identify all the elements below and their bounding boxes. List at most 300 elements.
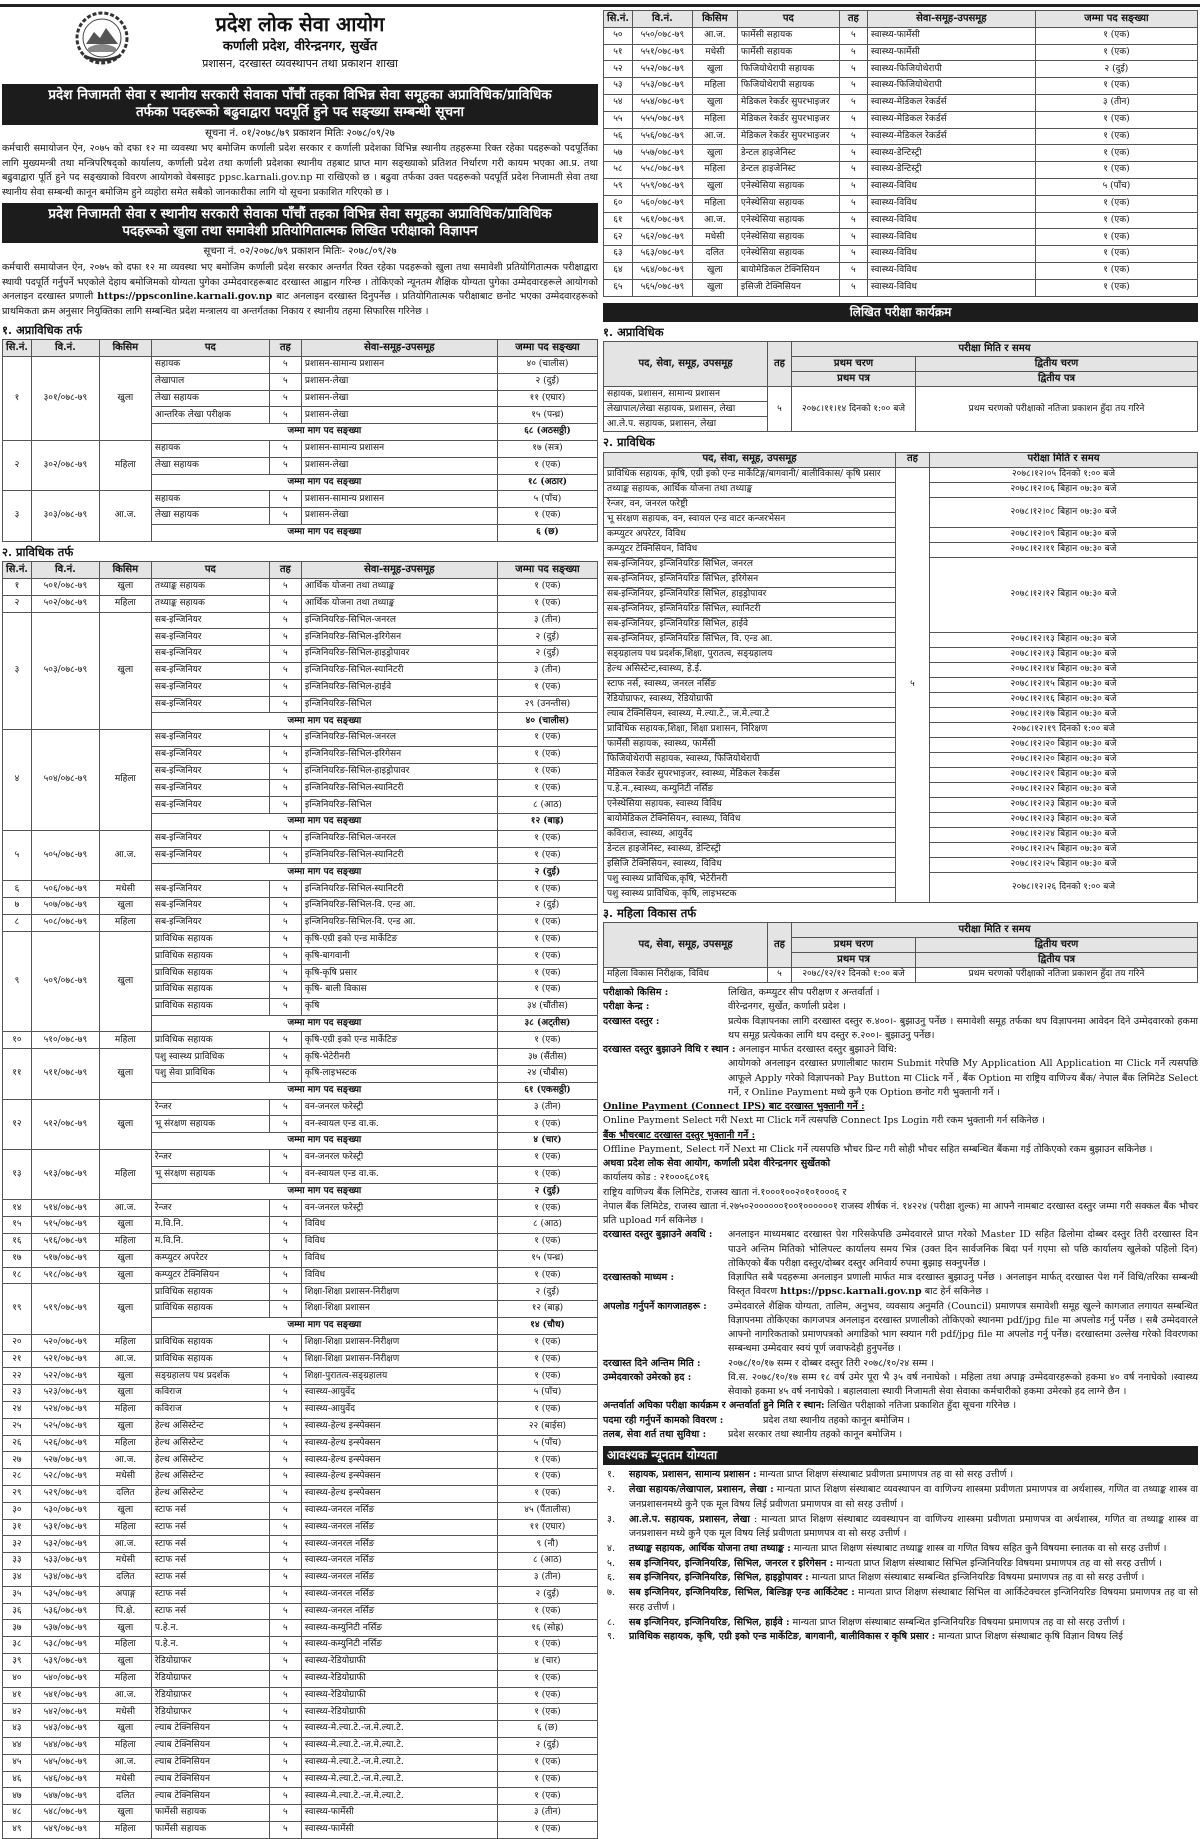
level: ५ — [269, 491, 301, 508]
table-row — [3, 1687, 598, 1704]
schedule-women-title: ३. महिला विकास तर्फ — [603, 905, 697, 920]
table-row — [3, 881, 598, 898]
qualification-number: ७. — [607, 1587, 615, 1599]
total-count: ३८ (अट्तीस) — [497, 1015, 597, 1032]
post-count: १ (एक) — [497, 931, 597, 948]
advertisement-number: ५२६/०७८-७९ — [31, 1435, 99, 1452]
duty-value: प्रदेश तथा स्थानीय तहको कानून बमोजिम । — [763, 1414, 911, 1426]
exam-center-value: वीरेन्द्रनगर, सुर्खेत, कर्णाली प्रदेश । — [728, 1001, 846, 1013]
qualification-post: लेखा सहायक/लेखापाल, प्रशासन, लेखा : — [629, 1484, 774, 1496]
serial-number: २ — [3, 440, 32, 490]
serial-number: ३३ — [3, 1553, 32, 1570]
col-level: तह — [896, 452, 930, 467]
advertisement-number: ५११/०७८-७९ — [31, 1049, 99, 1099]
qualification-item — [603, 1557, 1198, 1572]
service-group: कृषि-कृषि प्रसार — [301, 965, 497, 982]
serial-number: ४२ — [3, 1704, 32, 1721]
service-group: शिक्षा-शिक्षा प्रशासन — [301, 1301, 497, 1318]
service-group: इन्जिनियरिङ-सिभिल-स्यानिटरी — [301, 662, 497, 679]
schedule-post: स्टाफ नर्स, स्वास्थ्य, जनरल नर्सिङ — [604, 677, 896, 692]
table-row — [3, 578, 598, 595]
level: ५ — [839, 44, 867, 61]
advertisement-number: ५६३/०७८-७९ — [632, 246, 692, 263]
post-count: १ (एक) — [1035, 111, 1197, 128]
schedule-date: २०७८।१२।१७ बिहान ०७:३० बजे — [930, 707, 1198, 722]
serial-number: ४ — [3, 730, 32, 831]
post-name: स्टाफ नर्स — [151, 1603, 269, 1620]
level: ५ — [839, 94, 867, 111]
schedule-date: २०७८।१२।२३ बिहान ०७:३० बजे — [930, 797, 1198, 812]
post-name: स्टाफ नर्स — [151, 1553, 269, 1570]
total-label: जम्मा माग पद सङ्ख्या — [151, 1183, 497, 1200]
total-count: ६१ (एकसठ्ठी) — [497, 1082, 597, 1099]
advertisement-number: ५५१/०७८-७९ — [632, 44, 692, 61]
level: ५ — [269, 629, 301, 646]
schedule-date: २०७८।१२।२२ बिहान ०७:३० बजे — [930, 782, 1198, 797]
level: ५ — [269, 965, 301, 982]
level: ५ — [269, 1603, 301, 1620]
level: ५ — [269, 931, 301, 948]
advertisement-number: ५१६/०७८-७९ — [31, 1234, 99, 1251]
post-name: तथ्याङ्क सहायक — [151, 578, 269, 595]
level: ५ — [269, 1519, 301, 1536]
post-count: २ (दुई) — [497, 1284, 597, 1301]
section2-title: २. प्राविधिक तर्फ — [2, 544, 74, 559]
advertisement-number: ५०१/०७८-७९ — [31, 578, 99, 595]
schedule-post: रेन्जर, वन, जनरल फरेष्ट्री — [604, 497, 896, 512]
post-name: स्टाफ नर्स — [151, 1519, 269, 1536]
service-group: स्वास्थ्य-विविध — [867, 262, 1035, 279]
post-name: सब-इन्जिनियर — [151, 646, 269, 663]
qualification-item — [603, 1586, 1198, 1615]
service-group: आर्थिक योजना तथा तथ्याङ्क — [301, 578, 497, 595]
level: ५ — [269, 1721, 301, 1738]
post-count: १ (एक) — [497, 1788, 597, 1805]
total-count: १४ (चौध) — [497, 1317, 597, 1334]
voucher-payment-text: Offline Payment, Select गर्ने Next मा Click गर्ने त्यसपछि भौचर प्रिन्ट गरी सोही भौचर सहित सम्बन्धित बैंकमा गई तोकिएको रकम बुझाउन सकिनेछ । — [603, 1143, 1153, 1155]
table-row — [3, 1502, 598, 1519]
schedule-date: २०७८।१२।२३ बिहान ०७:३० बजे — [930, 812, 1198, 827]
advertisement-number: ५४९/०७८-७९ — [31, 1821, 99, 1838]
category: खुला — [99, 1217, 151, 1234]
table-row — [3, 1351, 598, 1368]
schedule-post: पशु स्वास्थ्य प्राविधिक, कृषि, लाइभस्टक — [604, 887, 896, 902]
post-name: फार्मेसी सहायक — [737, 27, 839, 44]
advertisement-number: ५२५/०७८-७९ — [31, 1418, 99, 1435]
level: ५ — [839, 128, 867, 145]
qualification-requirement: मान्यता प्राप्त शिक्षण संस्थाबाट सिभिल वा आर्किटेक्चरल इन्जिनियरिङ विषयमा प्रमाणपत्र तह वा सो सरह उत्तीर्ण । — [629, 1587, 1199, 1613]
qualification-number: ८. — [607, 1616, 615, 1628]
service-group: स्वास्थ्य-रेडियोग्राफी — [301, 1687, 497, 1704]
post-count: १ (एक) — [1035, 262, 1197, 279]
post-count: १ (एक) — [497, 965, 597, 982]
service-group: शिक्षा-शिक्षा प्रशासन-निरीक्षण — [301, 1284, 497, 1301]
medium-text-end: बाट हेर्न सकिनेछ । — [921, 1286, 989, 1298]
qualification-item — [603, 1513, 1198, 1542]
bank-account-2: नेपाल बैंक लिमिटेड, राजस्व खाता नं.२७५०२००००००१००१००००००१ राजस्व शीर्षक नं. १४२२४ (परीक्षा शुल्क) मा आफ्नै नामबाट दरखास्त दस्तुर जम्मा गरी सक्कल बैंक भौचर प्रति upload गर्न सकिनेछ । — [603, 1200, 1198, 1227]
category: महिला — [99, 1821, 151, 1838]
serial-number: १७ — [3, 1250, 32, 1267]
qualification-number: २. — [607, 1484, 615, 1496]
post-name: एनेस्थेसिया सहायक — [737, 229, 839, 246]
qualification-requirement: : मान्यता प्राप्त शिक्षण संस्थाबाट व्यवस्थापन वा वाणिज्य शास्त्रमा प्रवीणता प्रमाणपत्र वा अर्थशास्त्र, गणित वा तथ्याङ्क शास्त्र वा जनप्रशासन मध्ये कुनै एक मूल विषय लिई प्रवीणता प्रमाणपत्र वा सो सरह उत्तीर्ण । — [629, 1513, 1199, 1540]
category: आ.ज. — [99, 1754, 151, 1771]
age-label: उम्मेदवारको उमेरको हद : — [603, 1371, 692, 1383]
service-group: इन्जिनियरिङ-सिभिल — [301, 797, 497, 814]
table-row — [3, 1788, 598, 1805]
notice2-title-line2: पदहरूको खुला तथा समावेशी प्रतियोगितात्मक लिखित परीक्षाको विज्ञापन — [122, 223, 478, 240]
serial-number: २३ — [3, 1385, 32, 1402]
post-count: २ (दुई) — [497, 646, 597, 663]
notice1-number: सूचना नं. ०१/२०७८/७९ प्रकाशन मितिः २०७८/०९/२७ — [205, 127, 395, 139]
service-group: स्वास्थ्य-फिजियोथेरापी — [867, 61, 1035, 78]
column-header: जम्मा पद सङ्ख्या — [497, 340, 597, 357]
table-row — [3, 1485, 598, 1502]
post-name: म.वि.नि. — [151, 1217, 269, 1234]
category: खुला — [99, 1267, 151, 1284]
level: ५ — [269, 457, 301, 474]
qualification-text — [629, 1586, 1198, 1615]
col-stage2: द्वितीय चरण — [916, 938, 1198, 953]
post-name: लेखा सहायक — [151, 457, 269, 474]
level: ५ — [269, 508, 301, 525]
post-count: ९ (नौ) — [497, 1536, 597, 1553]
service-group: स्वास्थ्य-विविध — [867, 229, 1035, 246]
service-group: वन-जनरल फरेस्ट्री — [301, 1150, 497, 1167]
total-label: जम्मा माग पद सङ्ख्या — [151, 814, 497, 831]
advertisement-number: ५४१/०७८-७९ — [31, 1687, 99, 1704]
schedule-date: २०७८।१२।०८ बिहान ०७:३० बजे — [930, 497, 1198, 527]
qualification-requirement: मान्यता प्राप्त शिक्षण संस्थाबाट सम्बन्धित इन्जिनियरिङ विषयमा प्रमाणपत्र तह वा सो सरह उत्तीर्ण । — [808, 1572, 1145, 1584]
post-name: प्राविधिक सहायक — [151, 965, 269, 982]
post-count: १ (एक) — [497, 1485, 597, 1502]
serial-number: ५० — [604, 27, 633, 44]
table-row — [3, 1452, 598, 1469]
post-count: १ (एक) — [497, 1469, 597, 1486]
category: खुला — [99, 1284, 151, 1334]
level: ५ — [839, 111, 867, 128]
service-group: स्वास्थ्य-कम्युनिटी नर्सिङ — [301, 1637, 497, 1654]
level: ५ — [269, 898, 301, 915]
post-count: १२ (बाह्र) — [497, 1301, 597, 1318]
col-stage1: प्रथम चरण — [792, 938, 916, 953]
schedule-post: फिजियोथेरापी सहायक, स्वास्थ्य, फिजियोथेरापी — [604, 752, 896, 767]
advertisement-number: ५१८/०७८-७९ — [31, 1267, 99, 1284]
post-count: ८ (आठ) — [497, 1553, 597, 1570]
level: ५ — [269, 1586, 301, 1603]
advertisement-number: ५२९/०७८-७९ — [31, 1485, 99, 1502]
table-row — [3, 1821, 598, 1838]
level: ५ — [269, 1637, 301, 1654]
service-group: स्वास्थ्य-हेल्थ इन्स्पेक्सन — [301, 1469, 497, 1486]
post-count: १ (एक) — [1035, 229, 1197, 246]
post-count: १७ (सत्र) — [497, 440, 597, 457]
schedule-paper2-date: प्रथम चरणको परीक्षाको नतिजा प्रकाशन हुँदा तय गरिने — [916, 968, 1198, 983]
qualification-text — [629, 1513, 1198, 1542]
level: ५ — [269, 1502, 301, 1519]
ppsc-website-link[interactable]: https://ppsc.karnali.gov.np — [780, 1286, 922, 1298]
service-group: इन्जिनियरिङ-सिभिल-इरिगेसन — [301, 746, 497, 763]
post-name: कविराज — [151, 1385, 269, 1402]
level: ५ — [269, 1099, 301, 1116]
category: खुला — [99, 1049, 151, 1099]
level: ५ — [839, 212, 867, 229]
advertisement-number: ५६०/०७८-७९ — [632, 195, 692, 212]
post-name: हेल्थ असिस्टेन्ट — [151, 1452, 269, 1469]
schedule-post: कम्प्युटर अपरेटर, विविध — [604, 527, 896, 542]
level: ५ — [269, 1334, 301, 1351]
service-group: स्वास्थ्य-मे.ल्या.टे.-ज.मे.ल्या.टे. — [301, 1737, 497, 1754]
table-row — [3, 1771, 598, 1788]
serial-number: १२ — [3, 1099, 32, 1149]
table-row — [3, 1620, 598, 1637]
schedule-post: प.हे.न.,स्वास्थ्य, कम्युनिटी नर्सिङ — [604, 782, 896, 797]
qualification-post: सब इन्जिनियर, इन्जिनियरिङ, सिभिल, हाइड्रोपावर : — [629, 1572, 809, 1584]
category: महिला — [99, 1234, 151, 1251]
column-header: वि.नं. — [632, 11, 692, 28]
category: खुला — [692, 145, 737, 162]
post-name: ल्याब टेक्निसियन — [151, 1754, 269, 1771]
service-group: इन्जिनियरिङ-सिभिल-स्यानिटरी — [301, 780, 497, 797]
post-count: २ (दुई) — [497, 373, 597, 390]
advertisement-number: ५४३/०७८-७९ — [31, 1721, 99, 1738]
advertisement-number: ५२३/०७८-७९ — [31, 1385, 99, 1402]
schedule-post: सब-इन्जिनियर, इन्जिनियरिङ सिभिल, इरिगेसन — [604, 572, 896, 587]
schedule-date: २०७८।१२।०५ दिनको १:०० बजे — [930, 467, 1198, 482]
service-group: कृषि — [301, 998, 497, 1015]
serial-number: ३ — [3, 491, 32, 541]
medium-label: दरखास्तको माध्यम : — [603, 1272, 675, 1284]
schedule-post: आ.ले.प. सहायक, प्रशासन, लेखा — [604, 417, 768, 432]
post-count: ३ (तीन) — [497, 612, 597, 629]
advertisement-number: ५३८/०७८-७९ — [31, 1637, 99, 1654]
category: मधेसी — [692, 44, 737, 61]
service-group: स्वास्थ्य-मे.ल्या.टे.-ज.मे.ल्या.टे. — [301, 1721, 497, 1738]
advertisement-number: ५५६/०७८-७९ — [632, 128, 692, 145]
post-count: १ (एक) — [497, 457, 597, 474]
category: महिला — [99, 914, 151, 931]
post-name: डेन्टल हाइजेनिस्ट — [737, 162, 839, 179]
medium-text: विज्ञापित सबै पदहरूमा अनलाइन प्रणाली मार्फत मात्र दरखास्त बुझाउनु पर्नेछ । अनलाइन मार्फत् दरखास्त पेश गर्ने विधि/तरिका सम्बन्धी विस्तृत विवरण — [728, 1272, 1198, 1298]
post-name: सब-इन्जिनियर — [151, 914, 269, 931]
post-count: ३ (तीन) — [497, 1805, 597, 1822]
serial-number: २२ — [3, 1368, 32, 1385]
post-name: बायोमेडिकल टेक्निसियन — [737, 262, 839, 279]
level: ५ — [269, 1435, 301, 1452]
category: आ.ज. — [692, 27, 737, 44]
qualification-number: ९. — [607, 1631, 615, 1643]
schedule-post: कविराज, स्वास्थ्य, आयुर्वेद — [604, 827, 896, 842]
level: ५ — [269, 1234, 301, 1251]
table-row — [3, 1637, 598, 1654]
advertisement-number: ३०२/०७८-७९ — [31, 440, 99, 490]
service-group: स्वास्थ्य-जनरल नर्सिङ — [301, 1586, 497, 1603]
table-row — [3, 1670, 598, 1687]
service-group: स्वास्थ्य-फिजियोथेरापी — [867, 78, 1035, 95]
application-link[interactable]: https://ppsconline.karnali.gov.np — [97, 291, 273, 303]
total-count: १२ (बाह्र) — [497, 814, 597, 831]
service-group: स्वास्थ्य-मे.ल्या.टे.-ज.मे.ल्या.टे. — [301, 1788, 497, 1805]
schedule-date: २०७८।१२।२१ बिहान ०७:३० बजे — [930, 767, 1198, 782]
service-group: वन-जनरल फरेस्ट्री — [301, 1200, 497, 1217]
category: खुला — [99, 1418, 151, 1435]
post-count: १ (एक) — [497, 1821, 597, 1838]
post-count: १ (एक) — [1035, 195, 1197, 212]
service-group: इन्जिनियरिङ-सिभिल-स्यानिटरी — [301, 881, 497, 898]
schedule-date: २०७८।१२।२६ दिनको १:०० बजे — [930, 872, 1198, 902]
column-header: जम्मा पद सङ्ख्या — [497, 562, 597, 579]
post-count: १ (एक) — [497, 914, 597, 931]
schedule-date: २०७८।१२।२५ बिहान ०७:३० बजे — [930, 842, 1198, 857]
advertisement-number: ५०४/०७८-७९ — [31, 730, 99, 831]
service-group: विविध — [301, 1267, 497, 1284]
category: आ.ज. — [99, 1536, 151, 1553]
level: ५ — [269, 763, 301, 780]
table-row — [3, 1284, 598, 1301]
level: ५ — [269, 1670, 301, 1687]
schedule-level: ५ — [896, 467, 930, 902]
post-count: २ (दुई) — [497, 1737, 597, 1754]
post-name: हेल्थ असिस्टेन्ट — [151, 1418, 269, 1435]
masthead — [2, 10, 598, 84]
category: खुला — [692, 94, 737, 111]
post-name: रेन्जर — [151, 1150, 269, 1167]
serial-number: ३९ — [3, 1653, 32, 1670]
advertisement-number: ५०३/०७८-७९ — [31, 612, 99, 730]
table-row — [3, 898, 598, 915]
table-row — [3, 730, 598, 747]
advertisement-number: ५२७/०७८-७९ — [31, 1452, 99, 1469]
exam-info — [603, 986, 1198, 1442]
total-count: १८ (अठार) — [497, 474, 597, 491]
advertisement-number: ५३१/०७८-७९ — [31, 1519, 99, 1536]
post-name: फार्मेसी सहायक — [737, 44, 839, 61]
post-name: प्राविधिक सहायक — [151, 1301, 269, 1318]
service-group: स्वास्थ्य-मेडिकल रेकर्डर्स — [867, 128, 1035, 145]
post-count: ४ (चार) — [497, 1653, 597, 1670]
column-header: तह — [269, 562, 301, 579]
column-header: पद — [737, 11, 839, 28]
notice2-body-text-end: बाट अनलाइन दरखास्त दिनुपर्नेछ । प्रतियोगितात्मक परीक्षाबाट छनोट भएका उम्मेदवारहरूको प्राथमिकता क्रम अनुसार नियुक्तिका लागि सम्बन्धित प्रदेश मन्त्रालय वा अन्तर्गतका निकाय र स्थानीय तहमा सिफारिस गरिनेछ । — [2, 291, 598, 318]
post-name: फिजियोथेरापी सहायक — [737, 78, 839, 95]
table-row — [3, 1267, 598, 1284]
level: ५ — [269, 1418, 301, 1435]
schedule-post: सब-इन्जिनियर, इन्जिनियरिङ सिभिल, जनरल — [604, 557, 896, 572]
qualification-number: १. — [607, 1469, 615, 1481]
col-paper2: द्वितीय पत्र — [916, 372, 1198, 387]
serial-number: ५४ — [604, 94, 633, 111]
schedule-post: कम्प्युटर टेक्निसियन, विविध — [604, 542, 896, 557]
post-name: रेडियोग्राफर — [151, 1670, 269, 1687]
serial-number: ४४ — [3, 1737, 32, 1754]
exam-type-value: लिखित, कम्प्युटर सीप परीक्षण र अन्तर्वार्ता । — [728, 987, 880, 999]
post-name: फिजियोथेरापी सहायक — [737, 61, 839, 78]
post-count: १ (एक) — [497, 1771, 597, 1788]
service-group: स्वास्थ्य-रेडियोग्राफी — [301, 1670, 497, 1687]
fee-value: प्रत्येक विज्ञापनका लागि दरखास्त दस्तुर रु.४००।- बुझाउनु पर्नेछ । समावेशी समूह तर्फका थप विज्ञापनमा आवेदन दिने उम्मेदवारको हकमा थप समूह प्रत्येकका लागि थप दस्तुर रु.२००।- बुझाउनु पर्नेछ। — [728, 1015, 1198, 1041]
category: दलित — [692, 246, 737, 263]
post-count: ६ (छ) — [497, 1721, 597, 1738]
level: ५ — [269, 1116, 301, 1133]
table-row — [3, 830, 598, 847]
table-row — [604, 246, 1198, 263]
commission-title: प्रदेश लोक सेवा आयोग — [215, 12, 385, 36]
table-row — [3, 1217, 598, 1234]
level: ५ — [269, 1771, 301, 1788]
level: ५ — [269, 1569, 301, 1586]
serial-number: ५९ — [604, 178, 633, 195]
post-count: १ (एक) — [497, 1200, 597, 1217]
category: आ.ज. — [692, 212, 737, 229]
post-name: सब-इन्जिनियर — [151, 847, 269, 864]
schedule-post: सङ्ग्रहालय पथ प्रदर्शक,शिक्षा, पुरातत्व, सङ्ग्रहालय — [604, 647, 896, 662]
serial-number: ५८ — [604, 162, 633, 179]
deadline-row — [603, 1357, 1198, 1371]
pay-method-row — [603, 1043, 1198, 1057]
advertisement-number: ५५२/०७८-७९ — [632, 61, 692, 78]
qualification-requirement: मान्यता प्राप्त शिक्षण संस्थाबाट प्रवीणता प्रमाणपत्र तह वा सो सरह उत्तीर्ण । — [756, 1469, 1014, 1481]
post-name: एनेस्थेसिया सहायक — [737, 246, 839, 263]
service-group: वन-स्वायल एन्ड वा.क. — [301, 1116, 497, 1133]
advertisement-number: ३०१/०७८-७९ — [31, 356, 99, 440]
schedule-post: हेल्थ असिस्टेन्ट,स्वास्थ्य, हे.ई. — [604, 662, 896, 677]
advertisement-number: ५१३/०७८-७९ — [31, 1150, 99, 1200]
post-count: ३ (तीन) — [497, 1569, 597, 1586]
qualification-number: ४. — [607, 1542, 615, 1554]
advertisement-number: ५३३/०७८-७९ — [31, 1553, 99, 1570]
advertisement-number: ५२१/०७८-७९ — [31, 1351, 99, 1368]
advertisement-number: ५३४/०७८-७९ — [31, 1569, 99, 1586]
serial-number: ६२ — [604, 229, 633, 246]
post-name: डेन्टल हाइजेनिस्ट — [737, 145, 839, 162]
table-row — [604, 27, 1198, 44]
post-count: ३४ (चौंतीस) — [497, 998, 597, 1015]
column-header: पद — [151, 340, 269, 357]
service-group: स्वास्थ्य-कम्युनिटी नर्सिङ — [301, 1620, 497, 1637]
col-stage2: द्वितीय चरण — [916, 357, 1198, 372]
post-count: ८ (आठ) — [497, 1217, 597, 1234]
level: ५ — [839, 246, 867, 263]
serial-number: ३५ — [3, 1586, 32, 1603]
serial-number: १० — [3, 1032, 32, 1049]
qualification-requirement: मान्यता प्राप्त शिक्षण संस्थाबाट सम्बन्धित इन्जिनियरिङ विषयमा प्रमाणपत्र तह वा सो सरह उत्तीर्ण । — [789, 1616, 1126, 1628]
category: महिला — [692, 162, 737, 179]
notice1-title-line2: तर्फका पदहरूको बढुवाद्वारा पदपूर्ति हुने पद सङ्ख्या सम्बन्धी सूचना — [135, 104, 465, 121]
col-datetime: परीक्षा मिति र समय — [930, 452, 1198, 467]
online-payment-heading: Online Payment (Connect IPS) बाट दरखास्त भुक्तानी गर्ने : — [603, 1101, 865, 1113]
post-count: २२ (बाईस) — [497, 1418, 597, 1435]
category: दलित — [99, 1485, 151, 1502]
category: महिला — [99, 1334, 151, 1351]
post-count: २९ (उनन्तीस) — [497, 696, 597, 713]
schedule-date: २०७८।१२।२४ बिहान ०७:३० बजे — [930, 827, 1198, 842]
serial-number: १ — [3, 356, 32, 440]
serial-number: ५१ — [604, 44, 633, 61]
category: महिला — [99, 440, 151, 490]
duty-label: पदमा रही गर्नुपर्ने कामको विवरण : — [603, 1414, 724, 1426]
category: खुला — [99, 1368, 151, 1385]
service-group: प्रशासन-सामान्य प्रशासन — [301, 440, 497, 457]
category: खुला — [692, 61, 737, 78]
level: ५ — [269, 679, 301, 696]
level: ५ — [839, 195, 867, 212]
service-group: स्वास्थ्य-रेडियोग्राफी — [301, 1653, 497, 1670]
post-count: ५ (पाँच) — [497, 1435, 597, 1452]
advertisement-number: ५६५/०७८-७९ — [632, 279, 692, 296]
table-row — [3, 1250, 598, 1267]
post-count: १५ (पन्ध्र) — [497, 1250, 597, 1267]
schedule-date: २०७८।१२।१३ बिहान ०७:३० बजे — [930, 647, 1198, 662]
